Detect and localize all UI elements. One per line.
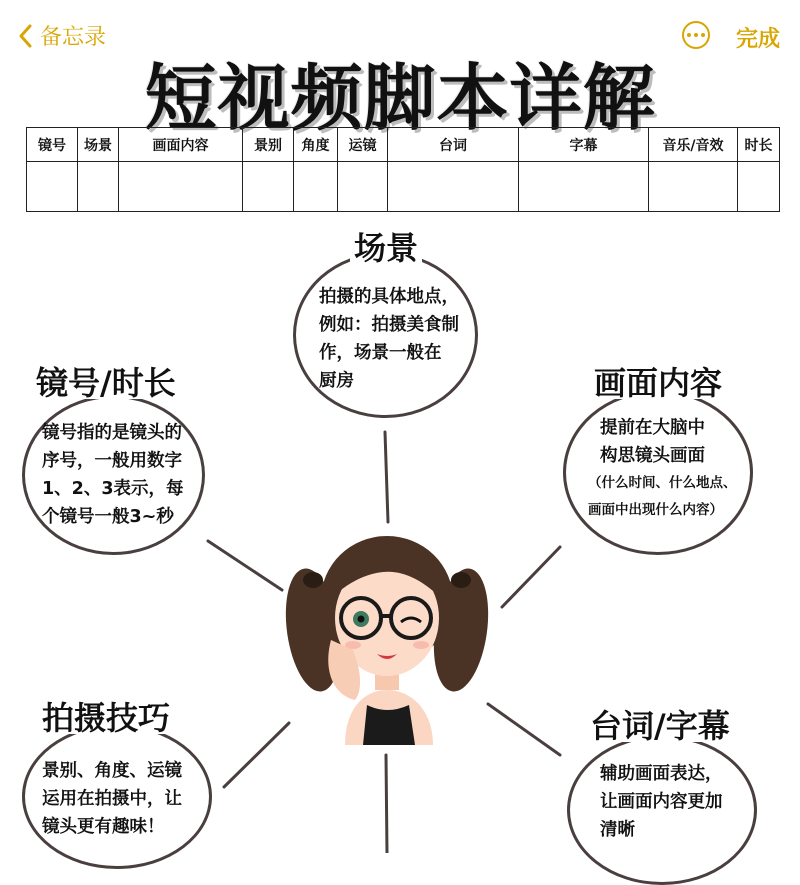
connector-line bbox=[224, 723, 289, 787]
table-header-cell: 台词 bbox=[388, 128, 519, 162]
node-heading: 画面内容 bbox=[590, 367, 726, 399]
node-body bbox=[600, 760, 750, 844]
node-body-note bbox=[588, 470, 758, 524]
node-line: 画面中出现什么内容） bbox=[588, 502, 723, 518]
node-heading: 场景 bbox=[350, 232, 422, 264]
table-header-cell: 字幕 bbox=[519, 128, 649, 162]
node-heading: 拍摄技巧 bbox=[38, 702, 174, 734]
connector-line bbox=[386, 755, 387, 853]
done-button[interactable]: 完成 bbox=[736, 27, 781, 52]
connector-line bbox=[502, 547, 560, 607]
table-header-cell: 运镜 bbox=[338, 128, 388, 162]
node-line: 个镜号一般3~秒 bbox=[42, 507, 174, 527]
node-line: （什么时间、什么地点、 bbox=[588, 475, 737, 491]
node-body bbox=[42, 419, 202, 531]
node-line: 厨房 bbox=[319, 371, 354, 391]
connector-line bbox=[208, 541, 282, 590]
table-header-cell: 画面内容 bbox=[119, 128, 243, 162]
node-line: 辅助画面表达， bbox=[600, 764, 723, 784]
node-body bbox=[42, 757, 212, 841]
back-label: 备忘录 bbox=[40, 25, 107, 50]
node-line: 运用在拍摄中，让 bbox=[42, 789, 182, 809]
node-body bbox=[600, 414, 740, 470]
node-line: 拍摄的具体地点， bbox=[319, 287, 459, 307]
node-line: 镜头更有趣味！ bbox=[42, 817, 165, 837]
page-title: 短视频脚本详解 bbox=[144, 56, 656, 140]
node-line: 作，场景一般在 bbox=[319, 343, 442, 363]
node-line: 例如：拍摄美食制 bbox=[319, 315, 459, 335]
table-header-cell: 场景 bbox=[78, 128, 119, 162]
node-line: 提前在大脑中 bbox=[600, 418, 705, 438]
node-line: 镜号指的是镜头的 bbox=[42, 423, 182, 443]
table-header-cell: 镜号 bbox=[27, 128, 78, 162]
connector-line bbox=[488, 704, 560, 755]
node-heading: 镜号/时长 bbox=[32, 367, 180, 399]
node-heading: 台词/字幕 bbox=[586, 710, 734, 742]
table-header-cell: 景别 bbox=[243, 128, 294, 162]
node-line: 让画面内容更加 bbox=[600, 792, 723, 812]
connector-line bbox=[385, 432, 388, 522]
node-line: 景别、角度、运镜 bbox=[42, 761, 182, 781]
avatar-illustration bbox=[283, 530, 493, 745]
node-line: 序号，一般用数字 bbox=[42, 451, 182, 471]
table-header-cell: 角度 bbox=[294, 128, 338, 162]
node-line: 1、2、3表示，每 bbox=[42, 479, 184, 499]
table-header-cell: 时长 bbox=[738, 128, 780, 162]
table-header-cell: 音乐/音效 bbox=[649, 128, 738, 162]
node-line: 构思镜头画面 bbox=[600, 446, 705, 466]
node-line: 清晰 bbox=[600, 820, 635, 840]
node-body bbox=[319, 283, 479, 395]
